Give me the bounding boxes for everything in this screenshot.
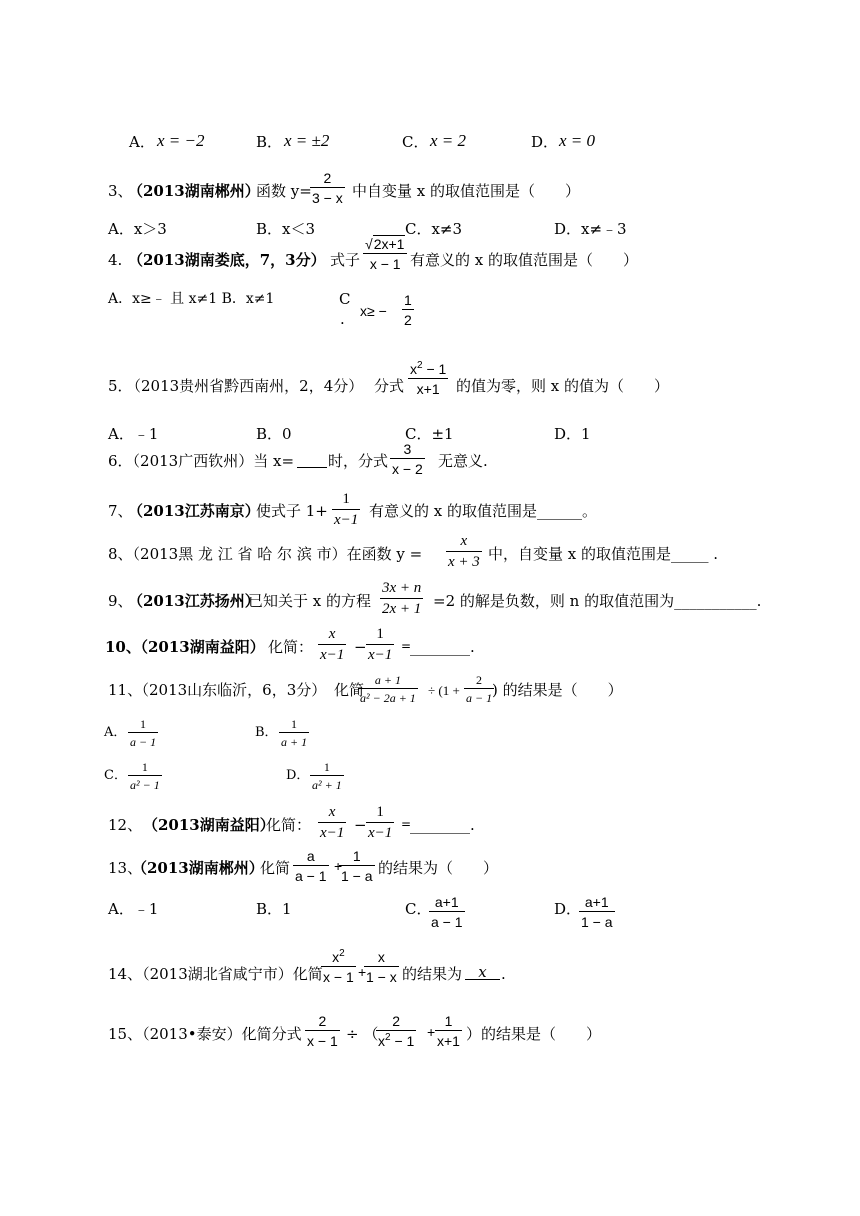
q15-divide: ÷ （ [346,1025,379,1043]
q11-fraction-2-denominator: a − 1 [466,691,493,705]
q3-option-b: B．x＜3 [256,220,316,238]
q14-answer: x [465,965,500,980]
q11-option-a-numerator: 1 [128,718,158,733]
q13-option-a: A．﹣1 [108,900,159,918]
q14-num-exponent: 2 [339,948,345,959]
q5-option-b: B．0 [256,425,292,443]
q4-option-c-numerator: 1 [404,292,412,308]
q10-answer-blank: ________. [410,638,475,656]
q11-option-d-denominator: a² + 1 [312,778,342,792]
q8-stem-pre: 8、（2013黑 龙 江 省 哈 尔 滨 市）在函数 y = [108,545,423,563]
q9-fraction [380,581,423,617]
q9-stem-post: =2 的解是负数，则 n 的取值范围为___________. [433,592,762,610]
q4-option-c-label: C [339,290,351,308]
q5-num-rest: − 1 [422,361,447,377]
q3-fraction [310,171,345,205]
q11-option-d-label: D． [286,768,310,783]
q10-source: （2013湖南益阳） [133,638,265,656]
q3-fraction-denominator: 3 − x [312,190,343,206]
q9-fraction-numerator: 3x + n [380,581,423,599]
q3-option-c: C．x≠3 [405,220,463,238]
q4-option-c-expr: x≥ − [360,303,387,319]
q2-option-b-label: B． [256,133,283,151]
q13-option-c-denominator: a − 1 [431,914,463,930]
q15-stem-pre: 15、（2013•泰安）化简分式 [108,1025,302,1043]
q13-option-b: B．1 [256,900,292,918]
q15-fraction-2-numerator: 2 [376,1014,416,1031]
q11-option-a-fraction [128,718,158,748]
q13-option-d-fraction [579,895,615,929]
q12-fraction-1-denominator: x−1 [320,825,345,841]
q6-fraction [390,442,425,476]
q3-number: 3、 [108,182,133,200]
q8-stem-post: 中，自变量 x 的取值范围是_____ . [488,545,719,563]
q4-option-c-dot: . [340,310,345,328]
q15-fraction-1-denominator: x − 1 [307,1033,338,1049]
q4-fraction-numerator: √2x+1 [363,237,407,254]
q5-option-c: C．±1 [405,425,454,443]
q2-option-d-label: D． [531,133,559,151]
q9-fraction-denominator: 2x + 1 [382,601,422,617]
q15-fraction-3-denominator: x+1 [437,1033,460,1049]
q5-num-exponent: 2 [417,360,423,371]
q9-source: （2013江苏扬州） [128,592,260,610]
q4-fraction [363,237,407,271]
q11-number: 11、 [108,681,143,699]
q10-minus: − [354,638,367,656]
q5-option-d: D．1 [554,425,591,443]
q15-fraction-2-denominator [376,1031,416,1048]
q4-stem-post: 有意义的 x 的取值范围是（ ） [410,251,638,269]
q11-option-b-numerator: 1 [279,718,309,733]
q8-fraction [446,534,482,570]
q3-source: （2013湖南郴州） [128,182,260,200]
q5-source: （2013贵州省黔西南州，2，4分） [126,377,364,395]
q14-fraction-2-numerator: x [364,950,399,967]
q11-option-d-numerator: 1 [310,761,344,776]
q15-plus: + [427,1024,436,1040]
q4-stem-pre: 式子 [330,251,361,269]
q14-fraction-1 [321,950,356,984]
q11-source: （2013山东临沂，6，3分） [134,681,327,699]
q12-fraction-2-denominator: x−1 [368,825,393,841]
q11-fraction-1 [358,674,418,704]
q15-fraction-3-numerator: 1 [435,1014,462,1031]
q12-number: 12、 [108,816,143,834]
q2-option-d-value: x = 0 [559,131,596,150]
q15-den-rest: − 1 [390,1033,415,1049]
q4-option-c-denominator: 2 [404,312,412,328]
q10-fraction-1-numerator: x [318,627,346,645]
q2-option-a-value: x = −2 [157,131,205,150]
q7-fraction-numerator: 1 [332,492,360,510]
q14-period: . [501,965,506,983]
q11-option-d-fraction [310,761,344,791]
q12-stem-pre: 化简： [266,816,312,834]
q3-option-d: D．x≠﹣3 [554,220,627,238]
q3-stem-pre: 函数 y= [256,182,312,200]
q11-fraction-1-denominator: a² − 2a + 1 [360,691,416,705]
q7-stem-pre: 使式子 1+ [256,502,328,520]
q4-options-ab: A．x≥﹣ 且 x≠1 B．x≠1 [108,291,275,307]
q14-stem-post: 的结果为 [402,965,463,983]
q14-stem-pre: 14、（2013湖北省咸宁市）化简 [108,965,323,983]
q13-option-d-denominator: 1 − a [581,914,613,930]
q12-fraction-2-numerator: 1 [366,805,394,823]
q11-option-c-label: C． [104,768,127,783]
q15-den-base: x [378,1033,385,1049]
q11-option-c-fraction [128,761,162,791]
q10-fraction-2 [366,627,394,663]
q3-fraction-numerator: 2 [310,171,345,188]
q3-stem-post: 中自变量 x 的取值范围是（ ） [352,182,580,200]
q6-stem: 6．（2013广西钦州）当 x= [108,452,295,470]
q5-number: 5． [108,377,133,395]
q13-fraction-1 [293,849,329,883]
q6-stem-mid: 时，分式 [328,452,389,470]
q12-minus: − [354,816,367,834]
q13-fraction-2-denominator: 1 − a [341,868,373,884]
q11-divide: ÷ (1 + [428,683,460,698]
q7-fraction [332,492,360,528]
q10-stem-pre: 化简： [268,638,314,656]
q13-number: 13、 [108,859,143,877]
q6-fraction-numerator: 3 [390,442,425,459]
q15-fraction-2 [376,1014,416,1048]
q11-option-b-label: B． [255,725,278,740]
q10-fraction-2-denominator: x−1 [368,647,393,663]
q13-fraction-2-numerator: 1 [339,849,375,866]
q12-fraction-1-numerator: x [318,805,346,823]
q13-stem-pre: 化简 [260,859,291,877]
q11-stem-post: ) 的结果是（ ） [492,681,623,699]
q13-option-d-numerator: a+1 [579,895,615,912]
q13-option-c-numerator: a+1 [429,895,465,912]
q13-fraction-2 [339,849,375,883]
q13-option-c-fraction [429,895,465,929]
q10-equals: = [401,639,412,653]
q12-fraction-1 [318,805,346,841]
q13-stem-post: 的结果为（ ） [378,859,499,877]
q4-source: （2013湖南娄底，7，3分） [128,251,326,269]
q12-equals: = [401,817,412,831]
q7-source: （2013江苏南京） [128,502,260,520]
q5-fraction-numerator [408,362,448,379]
q15-stem-post: ）的结果是（ ） [466,1025,602,1043]
q10-fraction-1-denominator: x−1 [320,647,345,663]
q7-stem-post: 有意义的 x 的取值范围是______。 [369,502,597,520]
q11-fraction-2-numerator: 2 [464,674,494,689]
q14-fraction-1-numerator [321,950,356,967]
q8-fraction-denominator: x + 3 [448,554,480,570]
q14-fraction-2-denominator: 1 − x [366,969,397,985]
q11-option-b-denominator: a + 1 [281,735,308,749]
q15-fraction-3 [435,1014,462,1048]
q15-fraction-1-numerator: 2 [305,1014,340,1031]
q2-option-b-value: x = ±2 [284,131,330,150]
q14-fraction-1-denominator: x − 1 [323,969,354,985]
q11-option-b-fraction [279,718,309,748]
q14-fraction-2 [364,950,399,984]
q13-plus: + [334,858,343,874]
q11-option-a-denominator: a − 1 [130,735,157,749]
q12-answer-blank: ________. [410,816,475,834]
q13-option-c-label: C． [405,900,432,918]
q13-fraction-1-numerator: a [293,849,329,866]
q2-option-c-label: C． [402,133,429,151]
q13-source: （2013湖南郴州） [132,859,264,877]
q6-stem-post: 无意义. [438,452,488,470]
q5-stem-post: 的值为零，则 x 的值为（ ） [456,377,669,395]
q4-fraction-denominator: x − 1 [369,256,401,272]
q6-fraction-denominator: x − 2 [392,461,423,477]
q11-option-c-denominator: a² − 1 [130,778,160,792]
q11-option-a-label: A． [104,725,127,740]
q15-fraction-1 [305,1014,340,1048]
q5-fraction [408,362,448,396]
q9-number: 9、 [108,592,133,610]
q7-number: 7、 [108,502,133,520]
q14-plus: + [358,964,367,980]
q11-fraction-2 [464,674,494,704]
q10-fraction-2-numerator: 1 [366,627,394,645]
q5-num-base: x [410,361,417,377]
q5-option-a: A．﹣1 [108,425,159,443]
q4-number: 4. [108,251,123,269]
q2-option-c-value: x = 2 [430,131,467,150]
q4-radicand: 2x+1 [373,236,405,252]
q2-option-a-label: A． [129,133,155,151]
q11-stem-pre: 化简 [334,681,365,699]
q13-option-d-label: D． [554,900,582,918]
q5-fraction-denominator: x+1 [416,381,440,397]
q8-fraction-numerator: x [446,534,482,552]
q14-num-base: x [332,949,340,965]
q3-option-a: A．x＞3 [108,220,167,238]
q12-fraction-2 [366,805,394,841]
q6-answer-blank [297,453,327,468]
q11-fraction-1-numerator: a + 1 [358,674,418,689]
q15-den-exponent: 2 [385,1032,391,1043]
q5-stem-pre: 分式 [374,377,405,395]
q10-number: 10、 [105,638,141,656]
q12-source: （2013湖南益阳） [143,816,275,834]
q9-stem-pre: 已知关于 x 的方程 [248,592,371,610]
q13-fraction-1-denominator: a − 1 [295,868,327,884]
q10-fraction-1 [318,627,346,663]
q11-option-c-numerator: 1 [128,761,162,776]
q4-option-c-fraction [402,293,414,327]
q7-fraction-denominator: x−1 [334,512,359,528]
